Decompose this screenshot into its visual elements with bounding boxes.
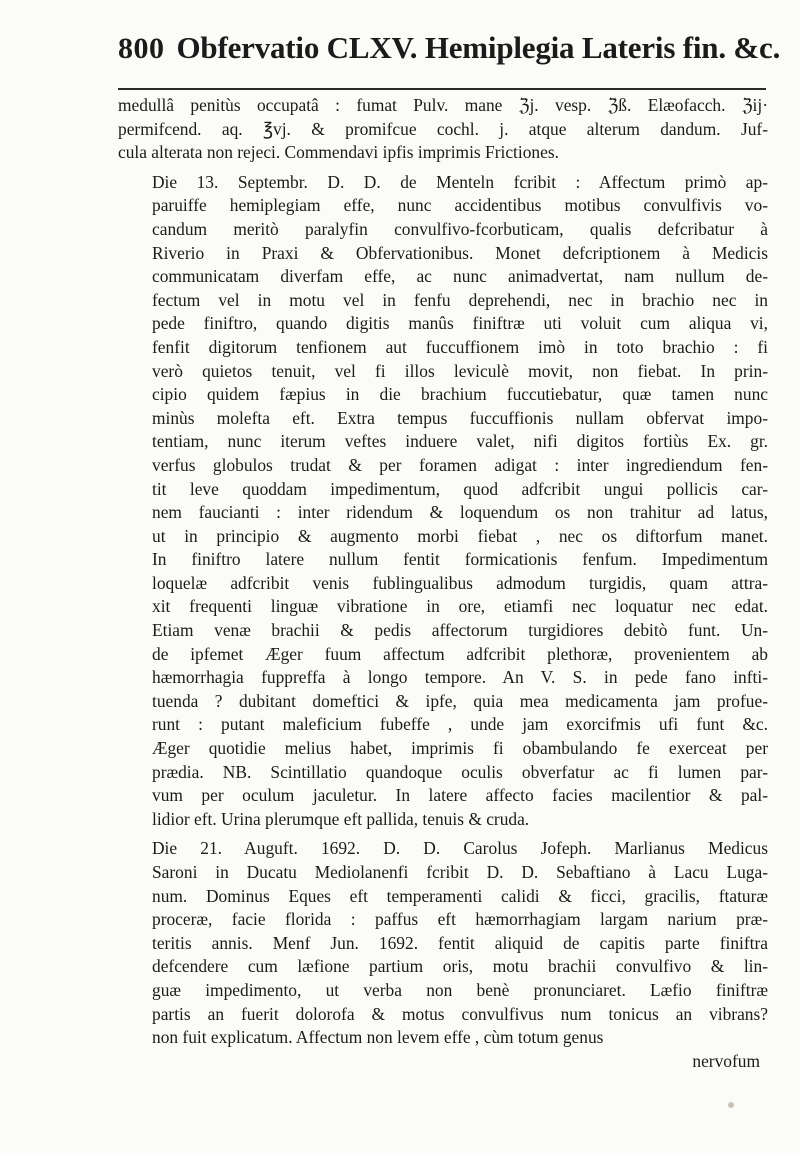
running-head-title: Obfervatio CLXV. Hemiplegia Lateris fin. &c. [176, 30, 781, 65]
text-line: loquelæ adfcribit venis fublingualibus admodum turgidis, quam attra- [152, 572, 768, 593]
text-line: lidior eft. Urina plerumque eft pallida, tenuis & cruda. [152, 808, 530, 829]
text-line: Die 13. Septembr. D. D. de Menteln fcribit : Affectum primò ap- [152, 171, 768, 192]
text-line: teritis annis. Menf Jun. 1692. fentit aliquid de capitis parte finiftra [152, 932, 768, 953]
text-line: cipio quidem fæpius in die brachium fuccutiebatur, quæ tamen nunc [152, 384, 768, 405]
text-line: partis an fuerit dolorofa & motus convulfivus num tonicus an vibrans? [152, 1003, 768, 1024]
running-head [118, 30, 781, 80]
text-line: pede finiftro, quando digitis manûs finiftræ uti voluit cum aliqua vi, [152, 313, 768, 334]
text-line: permifcend. aq. ℥vj. & promifcue cochl. j. atque alterum dandum. Juf- [118, 118, 768, 139]
catchword: nervofum [692, 1050, 760, 1071]
text-line: Etiam venæ brachii & pedis affectorum turgidiores debitò funt. Un- [152, 620, 768, 641]
text-line: fenfit digitorum tenfionem aut fuccuffionem imò in toto brachio : fi [152, 336, 768, 357]
paragraph [118, 837, 768, 1049]
text-line: non fuit explicatum. Affectum non levem effe , cùm totum genus [152, 1027, 604, 1048]
paragraph [118, 94, 768, 165]
text-line: Æger quotidie melius habet, imprimis fi obambulando fe exerceat per [152, 738, 768, 759]
text-line: minùs molefta eft. Extra tempus fuccuffionis nullam obfervat impo- [152, 407, 768, 428]
text-line: cula alterata non rejeci. Commendavi ipfis imprimis Frictiones. [118, 142, 559, 163]
text-line: candum meritò paralyfin convulfivo-fcorbuticam, qualis defcribatur à [152, 218, 768, 239]
text-line: fectum vel in motu vel in fenfu deprehendi, nec in brachio nec in [152, 289, 768, 310]
body-text [118, 94, 768, 1073]
text-line: nem faucianti : inter ridendum & loquendum os non trahitur ad latus, [152, 502, 768, 523]
text-line: communicatam diverfam effe, ac nunc animadvertat, nam nullum de- [152, 266, 768, 287]
text-line: guæ impedimento, ut verba non benè pronunciaret. Læfio finiftræ [152, 979, 768, 1000]
page-number: 800 [118, 32, 165, 65]
text-line: Saroni in Ducatu Mediolanenfi fcribit D. D. Sebaftiano à Lacu Luga- [152, 862, 768, 882]
text-line: Riverio in Praxi & Obfervationibus. Monet defcriptionem à Medicis [152, 242, 768, 263]
text-line: hæmorrhagia fuppreffa à longo tempore. An V. S. in pede fano infti- [152, 667, 768, 688]
ink-spot [728, 1102, 734, 1108]
text-line: de ipfemet Æger fuum affectum adfcribit plethoræ, provenientem ab [152, 643, 768, 664]
text-line: xit frequenti linguæ vibratione in ore, etiamfi nec loquatur nec edat. [152, 596, 768, 617]
text-line: verfus globulos trudat & per foramen adigat : inter ingrediendum fen- [152, 454, 768, 475]
text-line: vum per oculum jaculetur. In latere affecto facies macilentior & pal- [152, 785, 768, 806]
text-line: In finiftro latere nullum fentit formicationis fenfum. Impedimentum [152, 549, 768, 570]
text-line: Die 21. Auguft. 1692. D. D. Carolus Jofeph. Marlianus Medicus [152, 838, 768, 859]
text-line: tuenda ? dubitant domeftici & ipfe, quia mea medicamenta jam profue- [152, 690, 768, 711]
text-line: verò quietos tenuit, vel fi illos leviculè movit, non fiebat. In prin- [152, 360, 768, 381]
text-line: proceræ, facie florida : paffus eft hæmorrhagiam largam narium præ- [152, 909, 768, 930]
text-line: defcendere cum læfione partium oris, motu brachii convulfivo & lin- [152, 956, 768, 977]
text-line: tentiam, nunc iterum veftes induere valet, nifi digitos fortiùs Ex. gr. [152, 431, 768, 452]
text-line: tit leve quoddam impedimentum, quod adfcribit ungui pollicis car- [152, 478, 768, 499]
text-line: prædia. NB. Scintillatio quandoque oculis obverfatur ac fi lumen par- [152, 761, 768, 782]
text-line: num. Dominus Eques eft temperamenti calidi & ficci, gracilis, ftaturæ [152, 885, 768, 906]
header-rule [118, 88, 766, 90]
paragraph [118, 171, 768, 832]
text-line: ut in principio & augmento morbi fiebat , nec os diftorfum manet. [152, 525, 768, 546]
text-line: medullâ penitùs occupatâ : fumat Pulv. mane ℨj. vesp. ℨß. Elæofacch. ℨij· [118, 95, 768, 115]
text-line: runt : putant maleficium fubeffe , unde jam exorcifmis ufi funt &c. [152, 714, 768, 735]
text-line: paruiffe hemiplegiam effe, nunc accidentibus motibus convulfivis vo- [152, 195, 768, 216]
